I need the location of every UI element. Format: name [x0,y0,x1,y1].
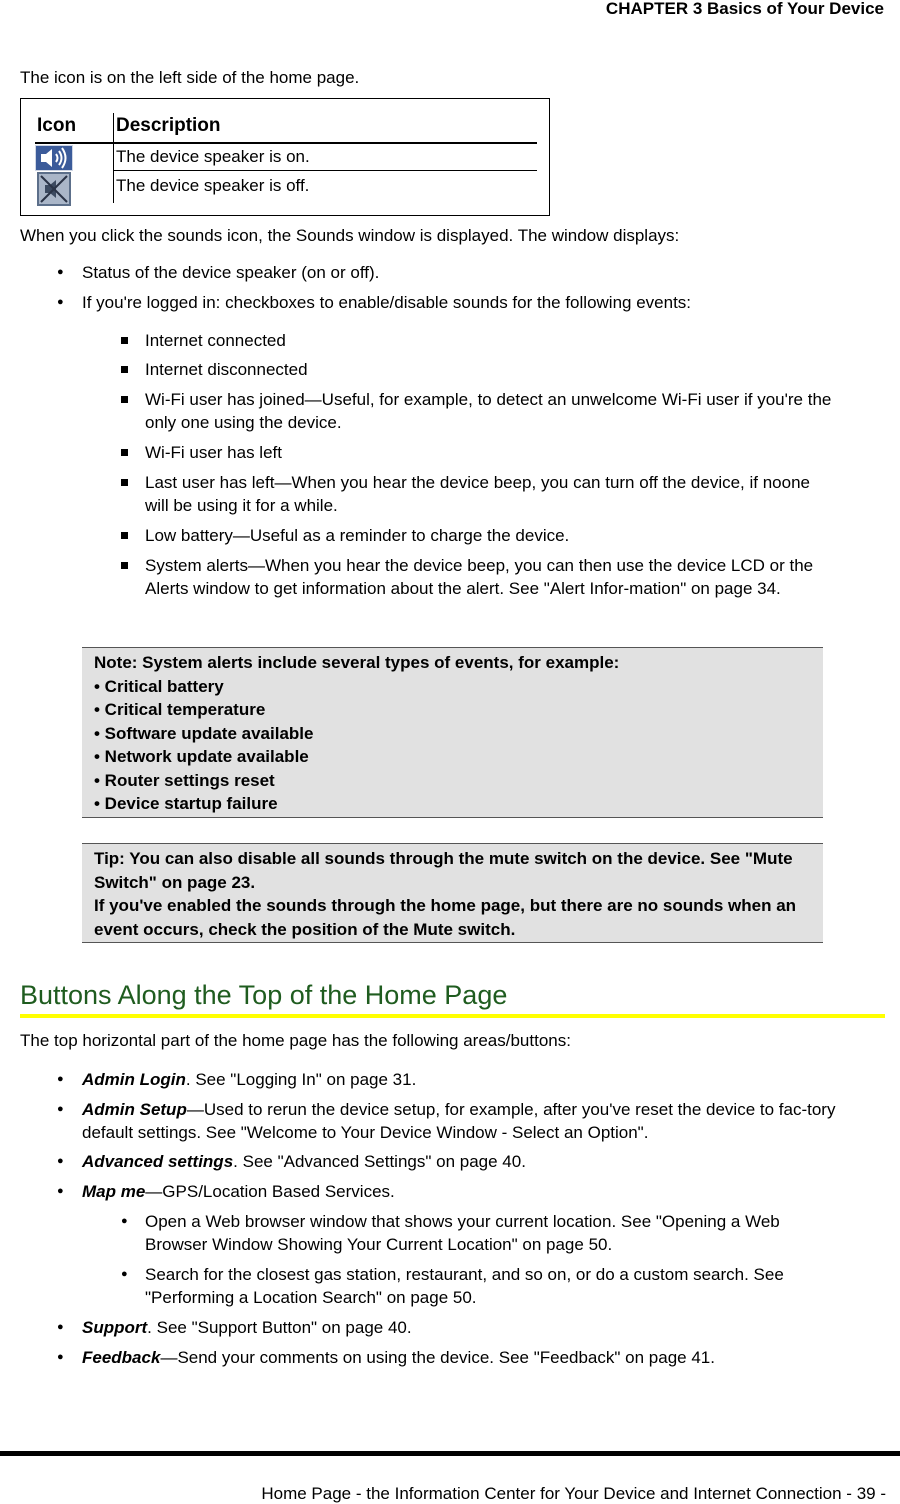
list-item [82,1098,882,1144]
sounds-paragraph: When you click the sounds icon, the Sounds window is displayed. The window displays: [20,226,680,245]
term-text: . See "Logging In" on page 31. [185,1070,417,1089]
list-item [82,1068,882,1091]
bullet-dot: ● [57,1321,64,1333]
event-item: Wi-Fi user has left [145,443,282,462]
note-item: • Software update available [94,723,314,743]
square-bullet [121,449,128,456]
term-text: . See "Support Button" on page 40. [147,1318,412,1337]
table-divider [113,113,114,203]
speaker-on-description: The device speaker is on. [116,147,310,166]
list-item: If you're logged in: checkboxes to enable/disable sounds for the following events: [82,293,692,312]
event-item: System alerts—When you hear the device beep, you can then use the device LCD or the Alerts window to get information about the alert. See "Alert Infor-mation" on page 34. [145,556,814,598]
bullet-dot: ● [57,266,64,278]
square-bullet [121,479,128,486]
note-item: • Critical temperature [94,700,266,719]
term-text: —Send your comments on using the device. See "Feedback" on page 41. [160,1348,715,1367]
term: Admin Login [82,1070,186,1089]
list-item [82,1346,882,1369]
note-item: • Critical battery [94,676,224,696]
description-column-header: Description [116,115,221,136]
speaker-on-icon [35,145,73,171]
event-item: Internet connected [145,331,286,350]
chapter-header: CHAPTER 3 Basics of Your Device [605,0,884,18]
section-underline [20,1014,885,1018]
tip-line: If you've enabled the sounds through the home page, but there are no sounds when an event occurs, check the position of the Mute switch. [94,896,797,939]
bullet-dot: ● [121,1215,128,1227]
note-box [82,647,823,818]
term: Admin Setup [82,1100,187,1119]
term: Support [82,1318,148,1337]
section-intro: The top horizontal part of the home page has the following areas/buttons: [20,1031,571,1050]
speaker-off-icon [37,172,71,206]
event-item: Last user has left—When you hear the device beep, you can turn off the device, if noone will be using it for a while. [145,473,810,515]
table-header-rule [35,142,537,144]
square-bullet [121,562,128,569]
note-item: • Network update available [94,747,309,766]
bullet-dot: ● [57,1351,64,1363]
list-item [82,1180,882,1203]
term: Advanced settings [82,1152,234,1171]
note-item: • Router settings reset [94,770,275,790]
term: Map me [82,1182,146,1201]
square-bullet [121,532,128,539]
list-item: Status of the device speaker (on or off). [82,263,380,282]
list-item [82,1150,882,1173]
sub-list-item: Search for the closest gas station, restaurant, and so on, or do a custom search. See "Performing a Location Search" on page 50. [145,1265,784,1307]
bullet-dot: ● [121,1268,128,1280]
event-item: Internet disconnected [145,360,308,379]
page-footer: Home Page - the Information Center for Your Device and Internet Connection - 39 - [261,1484,886,1503]
note-title: Note: System alerts include several types of events, for example: [94,653,620,672]
tip-box [82,843,823,943]
bullet-dot: ● [57,1103,64,1115]
square-bullet [121,337,128,344]
list-item [82,1316,882,1339]
section-title: Buttons Along the Top of the Home Page [20,980,508,1010]
icon-column-header: Icon [37,115,77,136]
speaker-off-description: The device speaker is off. [116,176,310,195]
square-bullet [121,366,128,373]
note-item: • Device startup failure [94,794,278,813]
bullet-dot: ● [57,1073,64,1085]
bullet-dot: ● [57,1155,64,1167]
footer-rule [0,1451,900,1456]
bullet-dot: ● [57,296,64,308]
term-text: . See "Advanced Settings" on page 40. [233,1152,526,1171]
table-row-rule [113,170,537,171]
term-text: —Used to rerun the device setup, for example, after you've reset the device to fac-tory default settings. See "Welcome to Your Device Window - Select an Option". [82,1100,836,1142]
bullet-dot: ● [57,1185,64,1197]
event-item: Wi-Fi user has joined—Useful, for example, to detect an unwelcome Wi-Fi user if you're the only one using the device. [145,390,832,432]
term-text: —GPS/Location Based Services. [145,1182,395,1201]
icon-table [20,98,550,216]
sub-list-item: Open a Web browser window that shows your current location. See "Opening a Web Browser Window Showing Your Current Location" on page 50. [145,1212,780,1254]
event-item: Low battery—Useful as a reminder to charge the device. [145,526,570,545]
square-bullet [121,396,128,403]
tip-line: Tip: You can also disable all sounds through the mute switch on the device. See "Mute Switch" on page 23. [94,849,793,892]
intro-text: The icon is on the left side of the home page. [20,68,360,87]
term: Feedback [82,1348,161,1367]
